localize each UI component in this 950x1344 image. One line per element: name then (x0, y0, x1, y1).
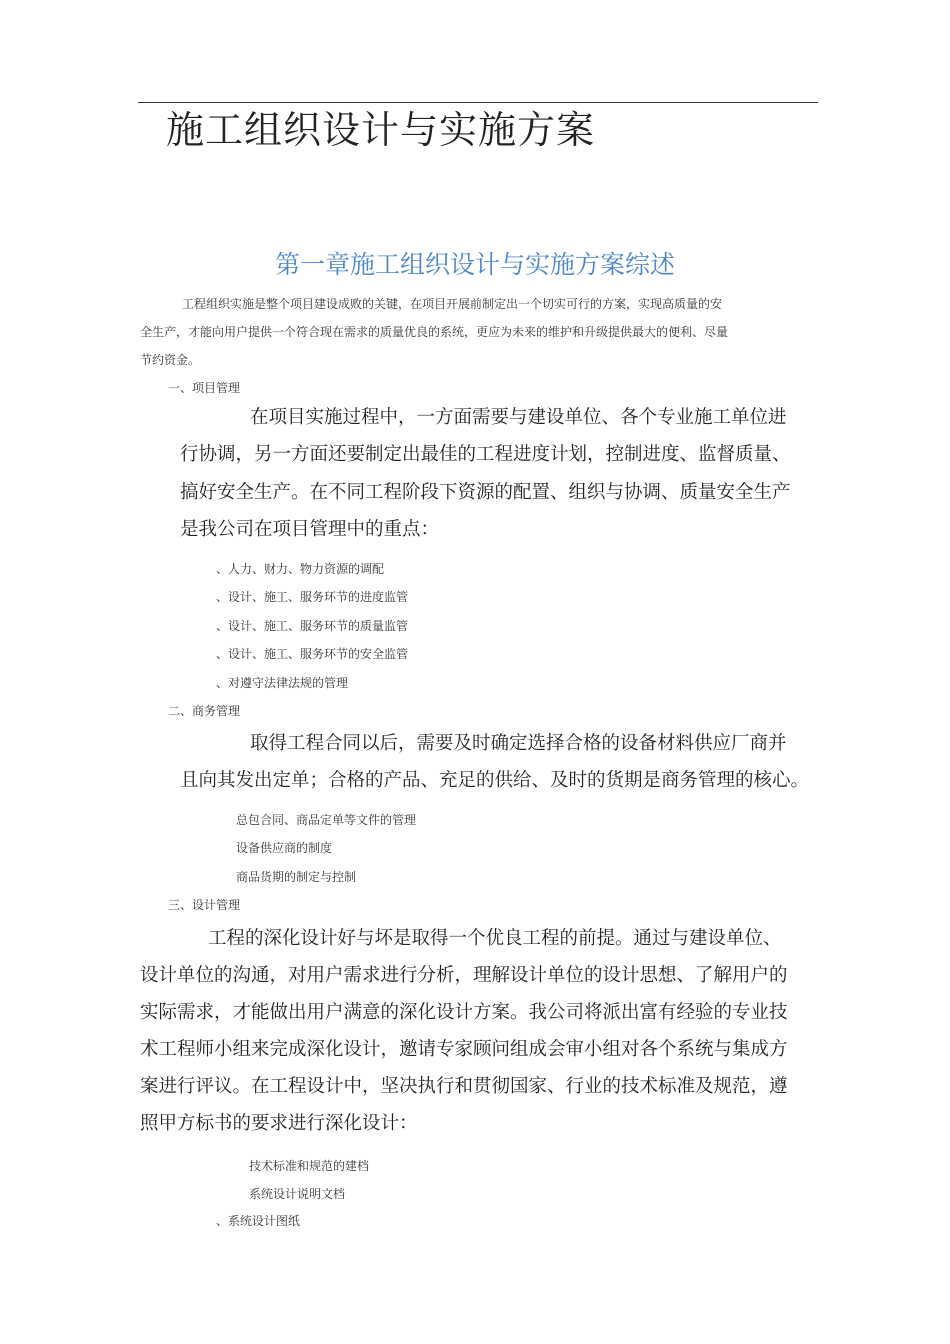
list-item: 、系统设计图纸 (216, 1214, 301, 1228)
paragraph-line: 案进行评议。在工程设计中，坚决执行和贯彻国家、行业的技术标准及规范，遵 (140, 1076, 788, 1097)
list-item: 、设计、施工、服务环节的进度监管 (216, 590, 409, 604)
list-item: 、设计、施工、服务环节的安全监管 (216, 647, 409, 661)
intro-line: 全生产，才能向用户提供一个符合现在需求的质量优良的系统，更应为未来的维护和升级提供最大的便利、尽量 (140, 325, 729, 339)
list-item: 设备供应商的制度 (236, 841, 333, 855)
paragraph-line: 行协调，另一方面还要制定出最佳的工程进度计划，控制进度、监督质量、 (180, 444, 791, 465)
intro-line: 节约资金。 (140, 353, 201, 367)
paragraph-line: 术工程师小组来完成深化设计，邀请专家顾问组成会审小组对各个系统与集成方 (140, 1039, 788, 1060)
chapter-heading: 第一章施工组织设计与实施方案综述 (274, 250, 675, 279)
paragraph-line: 且向其发出定单；合格的产品、充足的供给、及时的货期是商务管理的核心。 (180, 770, 810, 791)
header-rule (138, 102, 818, 103)
section-heading: 二、商务管理 (168, 704, 241, 718)
paragraph-line: 设计单位的沟通，对用户需求进行分析，理解设计单位的设计思想、了解用户的 (140, 965, 788, 986)
paragraph-line: 实际需求，才能做出用户满意的深化设计方案。我公司将派出富有经验的专业技 (140, 1002, 788, 1023)
paragraph-line: 取得工程合同以后，需要及时确定选择合格的设备材料供应厂商并 (250, 733, 787, 754)
document-title: 施工组织设计与实施方案 (166, 108, 596, 152)
intro-line: 工程组织实施是整个项目建设成败的关键，在项目开展前制定出一个切实可行的方案，实现高质量的安 (182, 297, 723, 311)
list-item: 总包合同、商品定单等文件的管理 (236, 813, 417, 827)
list-item: 系统设计说明文档 (249, 1187, 346, 1201)
paragraph-line: 工程的深化设计好与坏是取得一个优良工程的前提。通过与建设单位、 (208, 928, 782, 949)
list-item: 、对遵守法律法规的管理 (216, 676, 349, 690)
paragraph-line: 在项目实施过程中，一方面需要与建设单位、各个专业施工单位进 (250, 407, 787, 428)
paragraph-line: 是我公司在项目管理中的重点： (180, 519, 440, 540)
list-item: 、设计、施工、服务环节的质量监管 (216, 619, 409, 633)
paragraph-line: 照甲方标书的要求进行深化设计： (140, 1113, 418, 1134)
paragraph-line: 搞好安全生产。在不同工程阶段下资源的配置、组织与协调、质量安全生产 (180, 482, 791, 503)
list-item: 技术标准和规范的建档 (249, 1159, 370, 1173)
section-heading: 三、设计管理 (168, 898, 241, 912)
list-item: 商品货期的制定与控制 (236, 870, 357, 884)
list-item: 、人力、财力、物力资源的调配 (216, 562, 385, 576)
section-heading: 一、项目管理 (168, 381, 241, 395)
